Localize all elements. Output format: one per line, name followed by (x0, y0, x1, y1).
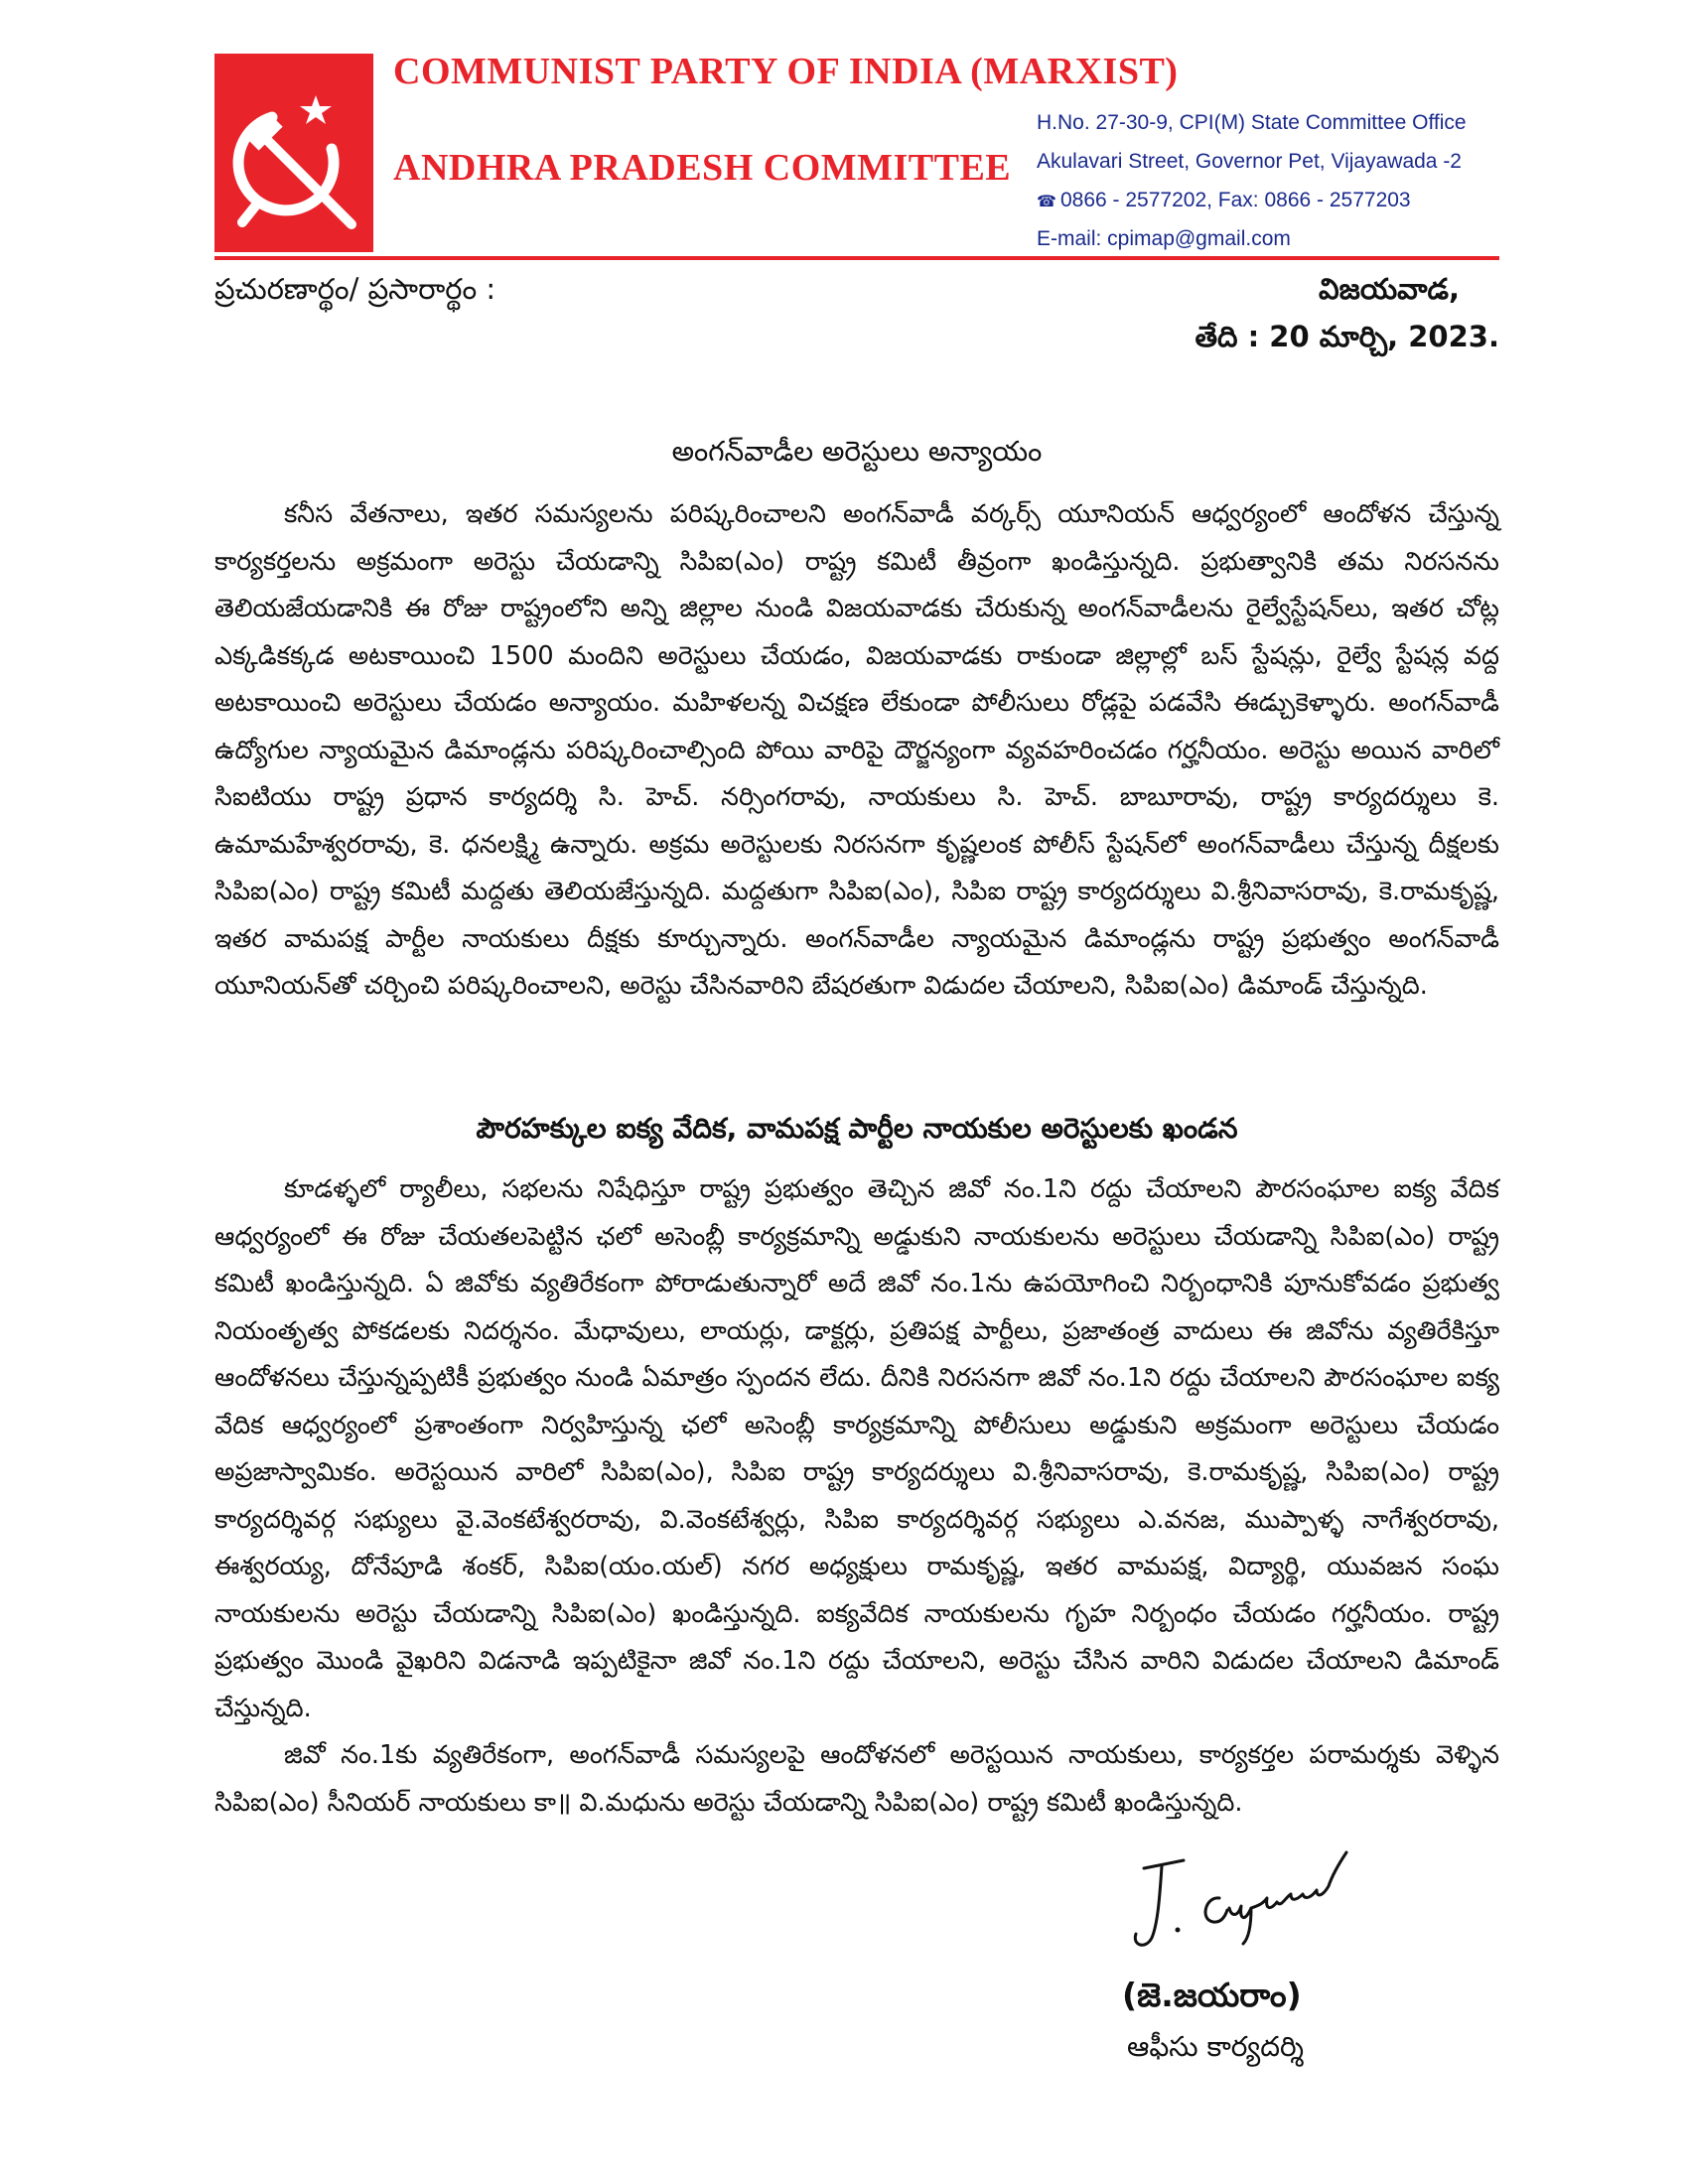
handwritten-signature (1122, 1846, 1380, 1970)
header-divider (214, 256, 1499, 260)
phone-fax-line (1037, 189, 1411, 212)
address-line-2: Akulavari Street, Governor Pet, Vijayawada -2 (1037, 150, 1462, 173)
party-name: COMMUNIST PARTY OF INDIA (MARXIST) (393, 51, 1179, 92)
hammer-sickle-star-icon (214, 54, 373, 252)
publish-label: ప్రచురణార్థం/ ప్రసారార్థం : (214, 272, 496, 306)
section-1-title: అంగన్‌వాడీల అరెస్టులు అన్యాయం (671, 435, 1043, 468)
committee-name: ANDHRA PRADESH COMMITTEE (393, 147, 1012, 189)
email-line: E-mail: cpimap@gmail.com (1037, 227, 1291, 250)
section-2-title: పౌరహక్కుల ఐక్య వేదిక, వామపక్ష పార్టీల నాయకుల అరెస్టులకు ఖండన (476, 1112, 1238, 1145)
signature-image (1122, 1846, 1380, 1966)
signer-name: (జె.జయరాం) (1122, 1976, 1302, 2014)
phone-fax-text: 0866 - 2577202, Fax: 0866 - 2577203 (1060, 189, 1411, 211)
section-2-paragraph-1: కూడళ్ళలో ర్యాలీలు, సభలను నిషేధిస్తూ రాష్ట్ర ప్రభుత్వం తెచ్చిన జివో నం.1ని రద్దు చేయాలని పౌరసంఘాల ఐక్య వేదిక ఆధ్వర్యంలో ఈ రోజు చేయతలపెట్టిన ఛలో అసెంబ్లీ కార్యక్రమాన్ని అడ్డుకుని నాయకులను అరెస్టులు చేయడాన్ని సిపిఐ(ఎం) రాష్ట్ర కమిటీ ఖండిస్తున్నది. ఏ జివోకు వ్యతిరేకంగా పోరాడుతున్నారో అదే జివో నం.1ను ఉపయోగించి నిర్బంధానికి పూనుకోవడం ప్రభుత్వ నియంతృత్వ పోకడలకు నిదర్శనం. మేధావులు, లాయర్లు, డాక్టర్లు, ప్రతిపక్ష పార్టీలు, ప్రజాతంత్ర వాదులు ఈ జివోను వ్యతిరేకిస్తూ ఆందోళనలు చేస్తున్నప్పటికీ ప్రభుత్వం నుండి ఏమాత్రం స్పందన లేదు. దీనికి నిరసనగా జివో నం.1ని రద్దు చేయాలని పౌరసంఘాల ఐక్య వేదిక ఆధ్వర్యంలో ప్రశాంతంగా నిర్వహిస్తున్న ఛలో అసెంబ్లీ కార్యక్రమాన్ని పోలీసులు అడ్డుకుని అక్రమంగా అరెస్టులు చేయడం అప్రజాస్వామికం. అరెస్టయిన వారిలో సిపిఐ(ఎం), సిపిఐ రాష్ట్ర కార్యదర్శులు వి.శ్రీనివాసరావు, కె.రామకృష్ణ, సిపిఐ(ఎం) రాష్ట్ర కార్యదర్శివర్గ సభ్యులు వై.వెంకటేశ్వరరావు, వి.వెంకటేశ్వర్లు, సిపిఐ కార్యదర్శివర్గ సభ్యులు ఎ.వనజ, ముప్పాళ్ళ నాగేశ్వరరావు, ఈశ్వరయ్య, దోనేపూడి శంకర్, సిపిఐ(యం.యల్) నగర అధ్యక్షులు రామకృష్ణ, ఇతర వామపక్ష, విద్యార్థి, యువజన సంఘ నాయకులను అరెస్టు చేయడాన్ని సిపిఐ(ఎం) ఖండిస్తున్నది. ఐక్యవేదిక నాయకులను గృహ నిర్బంధం చేయడం గర్హనీయం. రాష్ట్ర ప్రభుత్వం మొండి వైఖరిని విడనాడి ఇప్పటికైనా జివో నం.1ని రద్దు చేయాలని, అరెస్టు చేసిన వారిని విడుదల చేయాలని డిమాండ్ చేస్తున్నది. (214, 1174, 1499, 1723)
date: తేది : 20 మార్చి, 2023. (1195, 320, 1499, 353)
place: విజయవాడ, (1319, 272, 1460, 306)
signer-title: ఆఫీసు కార్యదర్శి (1127, 2030, 1305, 2063)
section-1-paragraph: కనీస వేతనాలు, ఇతర సమస్యలను పరిష్కరించాలని అంగన్‌వాడీ వర్కర్స్ యూనియన్ ఆధ్వర్యంలో ఆందోళన చేస్తున్న కార్యకర్తలను అక్రమంగా అరెస్టు చేయడాన్ని సిపిఐ(ఎం) రాష్ట్ర కమిటీ తీవ్రంగా ఖండిస్తున్నది. ప్రభుత్వానికి తమ నిరసనను తెలియజేయడానికి ఈ రోజు రాష్ట్రంలోని అన్ని జిల్లాల నుండి విజయవాడకు చేరుకున్న అంగన్‌వాడీలను రైల్వేస్టేషన్‌లు, ఇతర చోట్ల ఎక్కడికక్కడ అటకాయించి 1500 మందిని అరెస్టులు చేయడం, విజయవాడకు రాకుండా జిల్లాల్లో బస్ స్టేషన్లు, రైల్వే స్టేషన్ల వద్ద అటకాయించి అరెస్టులు చేయడం అన్యాయం. మహిళలన్న విచక్షణ లేకుండా పోలీసులు రోడ్లపై పడవేసి ఈడ్చుకెళ్ళారు. అంగన్‌వాడీ ఉద్యోగుల న్యాయమైన డిమాండ్లను పరిష్కరించాల్సింది పోయి వారిపై దౌర్జన్యంగా వ్యవహరించడం గర్హనీయం. అరెస్టు అయిన వారిలో సిఐటియు రాష్ట్ర ప్రధాన కార్యదర్శి సి. హెచ్. నర్సింగరావు, నాయకులు సి. హెచ్. బాబూరావు, రాష్ట్ర కార్యదర్శులు కె. ఉమామహేశ్వరరావు, కె. ధనలక్ష్మి ఉన్నారు. అక్రమ అరెస్టులకు నిరసనగా కృష్ణలంక పోలీస్ స్టేషన్‌లో అంగన్‌వాడీలు చేస్తున్న దీక్షలకు సిపిఐ(ఎం) రాష్ట్ర కమిటీ మద్దతు తెలియజేస్తున్నది. మద్దతుగా సిపిఐ(ఎం), సిపిఐ రాష్ట్ర కార్యదర్శులు వి.శ్రీనివాసరావు, కె.రామకృష్ణ, ఇతర వామపక్ష పార్టీల నాయకులు దీక్షకు కూర్చున్నారు. అంగన్‌వాడీల న్యాయమైన డిమాండ్లను రాష్ట్ర ప్రభుత్వం అంగన్‌వాడీ యూనియన్‌తో చర్చించి పరిష్కరించాలని, అరెస్టు చేసినవారిని బేషరతుగా విడుదల చేయాలని, సిపిఐ(ఎం) డిమాండ్ చేస్తున్నది. (214, 499, 1499, 1001)
party-logo (214, 54, 373, 252)
address-line-1: H.No. 27-30-9, CPI(M) State Committee Office (1037, 111, 1467, 134)
telephone-icon: ☎ (1037, 194, 1056, 210)
section-2-paragraph-2: జివో నం.1కు వ్యతిరేకంగా, అంగన్‌వాడీ సమస్యలపై ఆందోళనలో అరెస్టయిన నాయకులు, కార్యకర్తల పరామర్శకు వెళ్ళిన సిపిఐ(ఎం) సీనియర్ నాయకులు కా॥ వి.మధును అరెస్టు చేయడాన్ని సిపిఐ(ఎం) రాష్ట్ర కమిటీ ఖండిస్తున్నది. (214, 1740, 1499, 1818)
